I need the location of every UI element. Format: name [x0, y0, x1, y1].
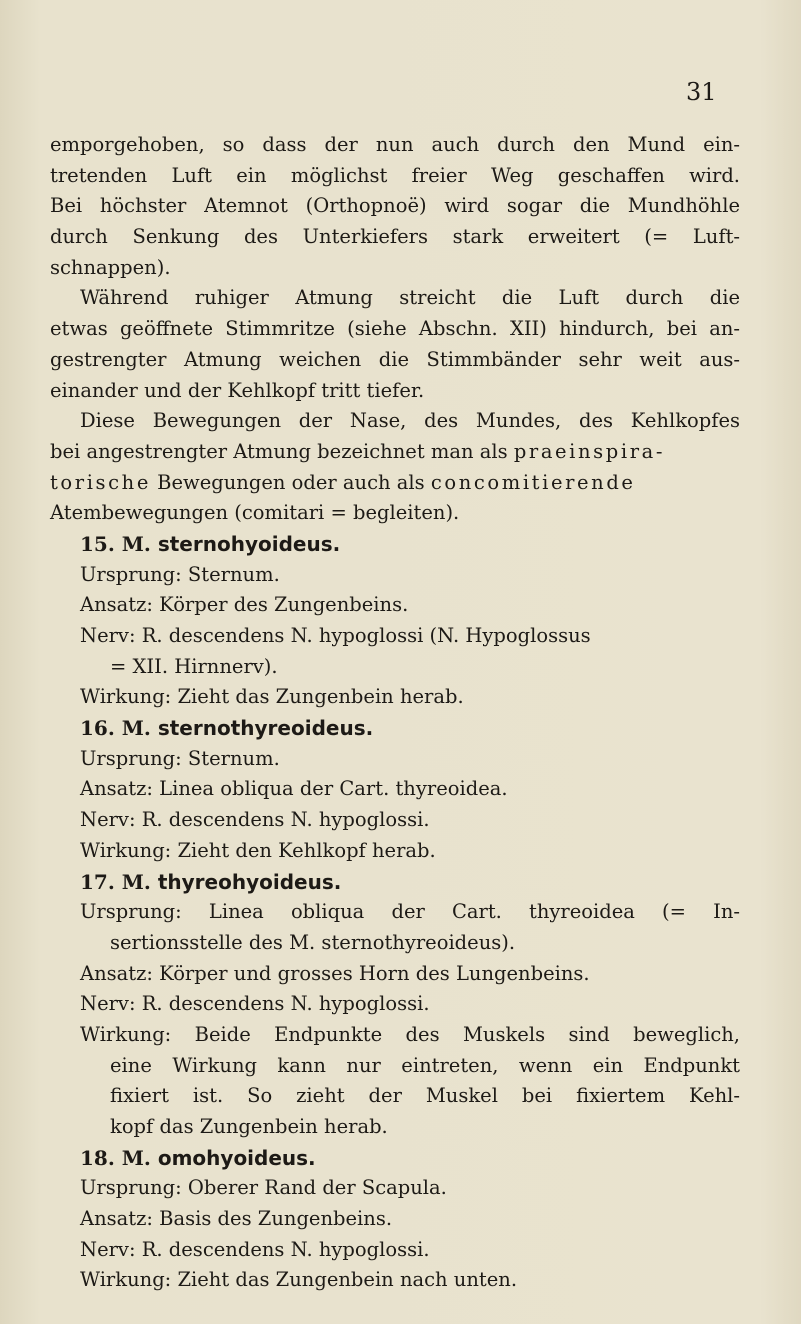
muscle-attribute: Wirkung: Zieht das Zungenbein nach unten.	[80, 1268, 518, 1292]
muscle-prefix: M.	[121, 869, 151, 894]
spaced-term: concomitierende	[430, 470, 636, 494]
muscle-prefix: M.	[121, 716, 151, 741]
muscle-attribute: fixiert ist. So zieht der Muskel bei fixiertem Kehl-	[110, 1084, 740, 1108]
muscle-attribute: kopf das Zungenbein herab.	[110, 1115, 388, 1138]
spaced-term: torische	[50, 470, 151, 494]
muscle-number: 15.	[80, 531, 115, 556]
muscle-heading	[50, 529, 740, 560]
text-line: durch Senkung des Unterkiefers stark erweitert (= Luft-	[50, 225, 740, 249]
text-line	[50, 468, 740, 499]
text-line: Während ruhiger Atmung streicht die Luft durch die	[80, 286, 740, 310]
muscle-attribute: Wirkung: Zieht das Zungenbein herab.	[80, 685, 464, 709]
muscle-prefix: M.	[121, 1145, 151, 1170]
text-line: emporgehoben, so dass der nun auch durch den Mund ein-	[50, 133, 740, 156]
muscle-name: thyreohyoideus.	[157, 869, 342, 894]
text-line: tretenden Luft ein möglichst freier Weg geschaffen wird.	[50, 163, 740, 187]
muscle-attribute: Ursprung: Linea obliqua der Cart. thyreoidea (= In-	[80, 900, 740, 924]
muscle-entry	[50, 867, 740, 1143]
muscle-attribute: Nerv: R. descendens N. hypoglossi (N. Hypoglossus	[80, 624, 591, 647]
paragraph-movements	[50, 406, 740, 529]
muscle-attribute: Wirkung: Beide Endpunkte des Muskels sind beweglich,	[80, 1022, 740, 1046]
muscle-number: 18.	[80, 1145, 115, 1170]
muscle-number: 16.	[80, 716, 115, 741]
muscle-heading	[50, 713, 740, 744]
text-line: einander und der Kehlkopf tritt tiefer.	[50, 378, 425, 402]
muscle-attribute: = XII. Hirnnerv).	[110, 654, 278, 678]
muscle-entry	[50, 529, 740, 713]
text-line: Bei höchster Atemnot (Orthopnoë) wird sogar die Mundhöhle	[50, 194, 740, 218]
page-text	[50, 130, 740, 1296]
muscle-attribute: Nerv: R. descendens N. hypoglossi.	[80, 992, 430, 1016]
page-number: 31	[686, 78, 717, 106]
muscle-name: sternothyreoideus.	[157, 716, 374, 741]
muscle-name: sternohyoideus.	[157, 531, 341, 556]
muscle-heading	[50, 1143, 740, 1174]
muscle-attribute: Ursprung: Oberer Rand der Scapula.	[80, 1176, 447, 1200]
spaced-term: praeinspira-	[513, 439, 666, 463]
text-line: etwas geöffnete Stimmritze (siehe Abschn. XII) hindurch, bei an-	[50, 317, 740, 341]
muscle-attribute: Nerv: R. descendens N. hypoglossi.	[80, 1237, 430, 1261]
muscle-name: omohyoideus.	[157, 1145, 316, 1170]
text-line: Atembewegungen (comitari = begleiten).	[50, 501, 460, 525]
muscle-entry	[50, 713, 740, 866]
text-line	[50, 437, 740, 468]
muscle-attribute: Ursprung: Sternum.	[80, 562, 280, 586]
text-line: Diese Bewegungen der Nase, des Mundes, des Kehlkopfes	[80, 409, 740, 433]
muscle-attribute: Ansatz: Linea obliqua der Cart. thyreoidea.	[80, 777, 508, 801]
text-line: schnappen).	[50, 255, 171, 279]
paragraph-breathing	[50, 283, 740, 406]
muscle-attribute: Ansatz: Basis des Zungenbeins.	[80, 1207, 393, 1231]
muscle-attribute: Ansatz: Körper des Zungenbeins.	[80, 593, 409, 617]
text-line: gestrengter Atmung weichen die Stimmbänder sehr weit aus-	[50, 347, 740, 371]
muscle-attribute: sertionsstelle des M. sternothyreoideus).	[110, 930, 516, 954]
text-span: bei angestrengter Atmung bezeichnet man als	[50, 439, 514, 463]
muscle-entry	[50, 1143, 740, 1296]
muscle-attribute: Ursprung: Sternum.	[80, 746, 280, 770]
paragraph-continuation	[50, 130, 740, 283]
muscle-attribute: Nerv: R. descendens N. hypoglossi.	[80, 808, 430, 832]
text-span: Bewegungen oder auch als	[150, 470, 431, 494]
muscle-attribute: eine Wirkung kann nur eintreten, wenn ein Endpunkt	[110, 1053, 740, 1077]
muscle-number: 17.	[80, 869, 115, 894]
muscle-attribute: Ansatz: Körper und grosses Horn des Lungenbeins.	[80, 961, 590, 985]
muscle-prefix: M.	[121, 531, 151, 556]
muscle-heading	[50, 867, 740, 898]
muscle-attribute: Wirkung: Zieht den Kehlkopf herab.	[80, 838, 436, 862]
